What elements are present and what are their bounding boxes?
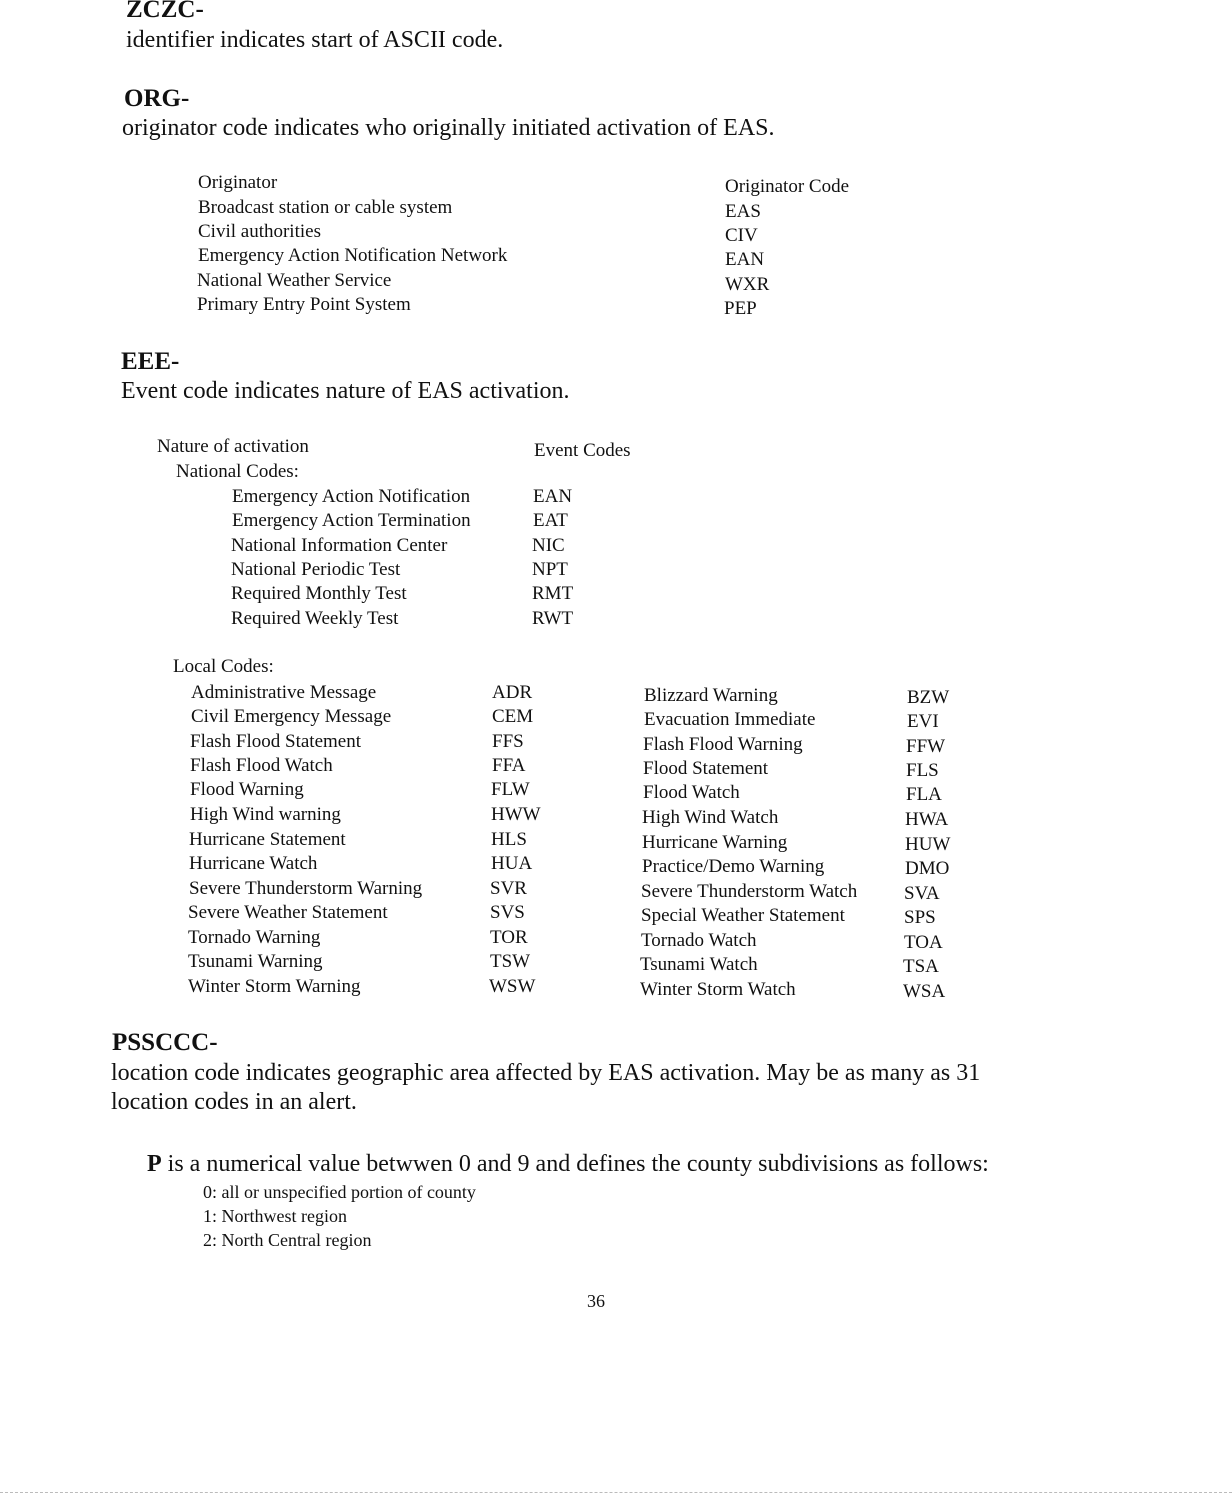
table-row <box>0 902 1232 926</box>
event-name: Flash Flood Warning <box>643 734 803 755</box>
event-name: Severe Thunderstorm Watch <box>641 881 858 902</box>
page-number: 36 <box>587 1291 605 1311</box>
table-row <box>0 927 1232 951</box>
event-code: HLS <box>491 829 527 850</box>
event-codes-column-header: Event Codes <box>534 440 631 461</box>
event-name: Winter Storm Watch <box>640 979 796 1000</box>
event-code: FLS <box>906 760 939 781</box>
table-row <box>0 731 1232 755</box>
table-row <box>0 535 1232 559</box>
eee-description: Event code indicates nature of EAS activation. <box>121 378 570 404</box>
originator-name: Broadcast station or cable system <box>198 197 453 218</box>
event-name: National Periodic Test <box>231 559 401 580</box>
event-name: Tornado Warning <box>188 927 321 948</box>
org-description: originator code indicates who originally initiated activation of EAS. <box>122 115 775 141</box>
originator-name: National Weather Service <box>197 270 392 291</box>
event-code: TOR <box>490 927 528 948</box>
originator-code: PEP <box>724 298 757 319</box>
event-code: HUW <box>905 834 951 855</box>
event-name: Severe Weather Statement <box>188 902 388 923</box>
table-row <box>0 804 1232 828</box>
p-definition-text: is a numerical value betwwen 0 and 9 and defines the county subdivisions as follows: <box>161 1151 989 1177</box>
event-code: EAT <box>533 510 568 531</box>
table-row <box>0 486 1232 510</box>
table-row <box>0 951 1232 975</box>
event-name: Flood Statement <box>643 758 769 779</box>
originator-name: Primary Entry Point System <box>197 294 411 315</box>
originator-column-header: Originator <box>198 172 278 193</box>
event-code: BZW <box>907 687 950 708</box>
psccc-heading: PSSCCC- <box>112 1029 218 1056</box>
table-row <box>0 294 1232 318</box>
table-row <box>0 221 1232 245</box>
event-code: SVR <box>490 878 527 899</box>
table-row <box>0 270 1232 294</box>
event-name: High Wind warning <box>190 804 341 825</box>
p-definition <box>147 1151 989 1178</box>
event-name: Evacuation Immediate <box>644 709 816 730</box>
originator-code: EAN <box>725 249 765 270</box>
list-item: 1: Northwest region <box>203 1206 347 1226</box>
local-codes-label: Local Codes: <box>173 656 274 677</box>
table-row <box>0 779 1232 803</box>
event-name: Severe Thunderstorm Warning <box>189 878 423 899</box>
event-name: Flash Flood Watch <box>190 755 333 776</box>
list-item: 2: North Central region <box>203 1230 372 1250</box>
event-name: Emergency Action Notification <box>232 486 471 507</box>
event-code: DMO <box>905 858 950 879</box>
table-row <box>0 829 1232 853</box>
event-name: Tsunami Watch <box>640 954 758 975</box>
originator-code-column-header: Originator Code <box>725 176 850 197</box>
table-row <box>0 608 1232 632</box>
event-code: RMT <box>532 583 574 604</box>
event-name: Tornado Watch <box>641 930 757 951</box>
originator-code: WXR <box>725 274 770 295</box>
event-name: Winter Storm Warning <box>188 976 361 997</box>
event-name: Hurricane Warning <box>642 832 788 853</box>
org-heading: ORG- <box>124 85 190 112</box>
event-name: Administrative Message <box>191 682 377 703</box>
originator-table-header <box>0 172 1232 196</box>
event-name: High Wind Watch <box>642 807 779 828</box>
event-code: FFS <box>492 731 524 752</box>
event-code: HWW <box>491 804 541 825</box>
national-codes-label: National Codes: <box>176 461 299 482</box>
table-row <box>0 197 1232 221</box>
table-row <box>0 976 1232 1000</box>
table-row <box>0 706 1232 730</box>
table-row <box>0 878 1232 902</box>
psccc-description-line1: location code indicates geographic area affected by EAS activation. May be as many as 31 <box>111 1060 981 1086</box>
scan-edge-divider <box>0 1491 1232 1493</box>
event-code: NPT <box>532 559 568 580</box>
eee-heading: EEE- <box>121 348 180 375</box>
event-name: Hurricane Watch <box>189 853 318 874</box>
event-name: Flood Warning <box>190 779 304 800</box>
event-code: RWT <box>532 608 574 629</box>
event-code: WSW <box>489 976 536 997</box>
event-name: Tsunami Warning <box>188 951 323 972</box>
event-code: FLA <box>906 784 942 805</box>
zczc-description: identifier indicates start of ASCII code. <box>126 27 504 53</box>
event-name: Special Weather Statement <box>641 905 845 926</box>
event-code: NIC <box>532 535 565 556</box>
zczc-heading: ZCZC- <box>126 0 204 23</box>
event-name: Required Monthly Test <box>231 583 407 604</box>
table-row <box>0 559 1232 583</box>
event-name: Civil Emergency Message <box>191 706 392 727</box>
event-name: Flood Watch <box>643 782 740 803</box>
event-code: TSA <box>903 956 939 977</box>
event-name: Required Weekly Test <box>231 608 399 629</box>
event-code: HWA <box>905 809 949 830</box>
list-item: 0: all or unspecified portion of county <box>203 1182 476 1202</box>
event-name: Flash Flood Statement <box>190 731 361 752</box>
table-row <box>0 583 1232 607</box>
event-code: HUA <box>491 853 533 874</box>
event-name: Blizzard Warning <box>644 685 778 706</box>
event-code: TOA <box>904 932 943 953</box>
table-row <box>0 682 1232 706</box>
originator-name: Emergency Action Notification Network <box>198 245 508 266</box>
event-name: Emergency Action Termination <box>232 510 471 531</box>
event-table-header <box>0 436 1232 460</box>
table-row <box>0 245 1232 269</box>
event-code: SPS <box>904 907 936 928</box>
event-code: CEM <box>492 706 534 727</box>
originator-name: Civil authorities <box>198 221 321 242</box>
event-code: FFA <box>492 755 526 776</box>
p-label: P <box>147 1151 162 1177</box>
psccc-description-line2: location codes in an alert. <box>111 1089 357 1115</box>
originator-code: CIV <box>725 225 758 246</box>
event-code: FLW <box>491 779 530 800</box>
event-code: EVI <box>907 711 939 732</box>
originator-code: EAS <box>725 201 761 222</box>
event-code: EAN <box>533 486 573 507</box>
event-name: National Information Center <box>231 535 448 556</box>
table-row <box>0 853 1232 877</box>
event-code: FFW <box>906 736 946 757</box>
event-code: SVA <box>904 883 940 904</box>
event-code: TSW <box>490 951 531 972</box>
event-name: Practice/Demo Warning <box>642 856 825 877</box>
event-code: ADR <box>492 682 533 703</box>
nature-column-header: Nature of activation <box>157 436 309 457</box>
table-row <box>0 755 1232 779</box>
event-code: WSA <box>903 981 946 1002</box>
event-name: Hurricane Statement <box>189 829 346 850</box>
table-row <box>0 510 1232 534</box>
event-code: SVS <box>490 902 525 923</box>
